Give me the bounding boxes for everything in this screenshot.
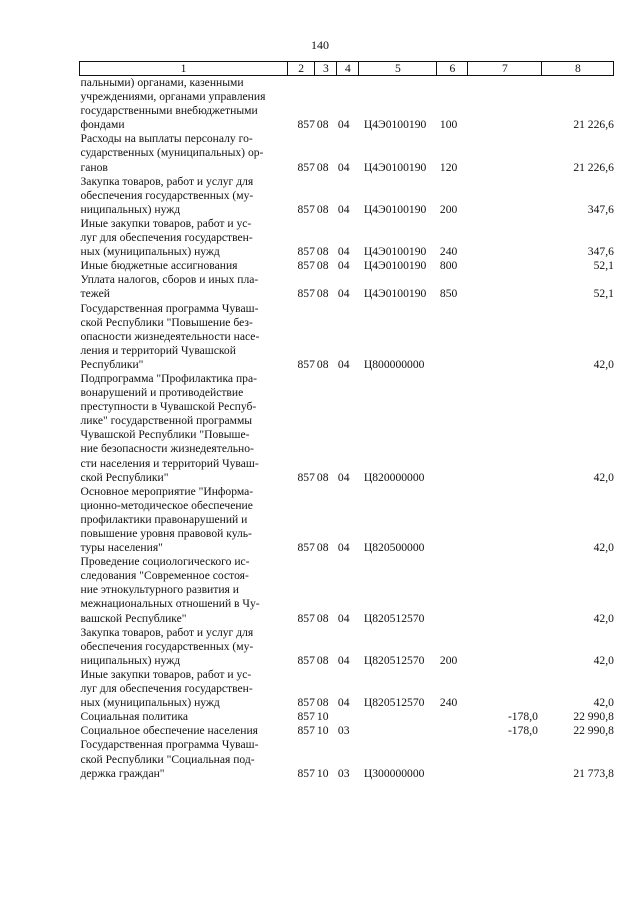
target-item-code-cell: Ц800000000 [363,357,425,371]
row-description [80,273,288,301]
row-description [80,555,288,625]
description-line: Чувашской Республики "Повыше- [80,428,250,442]
target-item-code-cell: Ц300000000 [363,766,425,780]
description-line: опасности жизнедеятельности насе- [80,329,260,343]
target-item-code-cell: Ц820000000 [363,470,425,484]
description-line: сти населения и территорий Чуваш- [80,456,259,470]
row-description [80,710,288,724]
change-amount-cell [468,302,542,372]
total-amount-cell: 42,0 [593,611,614,625]
change-amount-cell [468,372,542,485]
change-amount-cell [468,273,542,301]
table-body [80,76,614,781]
change-amount-cell: -178,0 [507,724,538,738]
expense-type-code-cell: 200 [439,653,458,667]
section-code-cell: 08 [316,653,329,667]
description-line: ных (муниципальных) нужд [80,696,220,710]
row-description [80,76,288,133]
target-item-code-cell: Ц820512570 [363,653,425,667]
col-header-1: 1 [80,62,288,76]
change-amount-cell [468,132,542,174]
change-amount-cell [468,76,542,133]
subsection-code-cell: 04 [337,653,350,667]
description-line: Закупка товаров, работ и услуг для [80,174,254,188]
description-line: туры населения" [80,541,163,555]
section-code-cell: 08 [316,160,329,174]
col-header-6: 6 [437,62,468,76]
total-amount-cell: 42,0 [593,470,614,484]
total-amount-cell: 21 226,6 [573,160,614,174]
target-item-code-cell: Ц820500000 [363,541,425,555]
description-line: межнациональных отношений в Чу- [80,597,260,611]
section-code-cell: 10 [316,766,329,780]
description-line: тежей [80,287,110,301]
total-amount-cell: 22 990,8 [573,710,614,724]
expense-type-code-cell: 120 [439,160,458,174]
row-description [80,626,288,668]
description-line: ниципальных) нужд [80,653,181,667]
table-row [80,273,614,301]
col-header-8: 8 [542,62,614,76]
description-line: ниципальных) нужд [80,202,181,216]
change-amount-cell [468,668,542,710]
description-line: ской Республики" [80,470,169,484]
total-amount-cell: 42,0 [593,653,614,667]
description-line: Подпрограмма "Профилактика пра- [80,371,257,385]
table-row [80,485,614,555]
description-line: фондами [80,118,125,132]
total-amount-cell: 21 773,8 [573,766,614,780]
gov-code-cell: 857 [297,724,315,738]
gov-code-cell: 857 [297,245,315,259]
gov-code-cell: 857 [297,766,315,780]
target-item-code-cell: Ц820512570 [363,696,425,710]
row-description [80,724,288,738]
change-amount-cell [468,217,542,259]
gov-code-cell: 857 [297,696,315,710]
subsection-code-cell [337,710,359,724]
table-row [80,738,614,780]
description-line: следования "Современное состоя- [80,569,249,583]
subsection-code-cell: 03 [337,766,350,780]
section-code-cell: 08 [316,611,329,625]
total-amount-cell: 21 226,6 [573,118,614,132]
subsection-code-cell: 04 [337,202,350,216]
table-row [80,259,614,273]
page-number: 140 [311,38,329,52]
total-amount-cell: 42,0 [593,541,614,555]
description-line: Социальная политика [80,710,189,724]
target-item-code-cell: Ц4Э0100190 [363,287,427,301]
target-item-code-cell: Ц4Э0100190 [363,245,427,259]
gov-code-cell: 857 [297,357,315,371]
target-item-code-cell: Ц4Э0100190 [363,160,427,174]
description-line: пальными) органами, казенными [80,76,244,89]
section-code-cell: 08 [316,245,329,259]
description-line: ской Республики "Повышение без- [80,315,253,329]
expense-type-code-cell [437,710,468,724]
table-row [80,555,614,625]
description-line: Государственная программа Чуваш- [80,301,259,315]
row-description [80,302,288,372]
row-description [80,259,288,273]
section-code-cell: 08 [316,202,329,216]
subsection-code-cell: 04 [337,245,350,259]
subsection-code-cell: 04 [337,696,350,710]
gov-code-cell: 857 [297,118,315,132]
description-line: преступности в Чувашской Респуб- [80,400,257,414]
expense-type-code-cell [437,302,468,372]
target-item-code-cell: Ц4Э0100190 [363,202,427,216]
table-row [80,76,614,133]
total-amount-cell: 347,6 [587,202,614,216]
col-header-4: 4 [337,62,359,76]
expense-type-code-cell [437,372,468,485]
expense-type-code-cell [437,738,468,780]
description-line: обеспечения государственных (му- [80,639,254,653]
subsection-code-cell: 03 [337,724,350,738]
description-line: сударственных (муниципальных) ор- [80,146,264,160]
total-amount-cell: 347,6 [587,245,614,259]
expense-type-code-cell [437,485,468,555]
description-line: ние этнокультурного развития и [80,583,239,597]
description-line: Иные бюджетные ассигнования [80,259,238,273]
table-header-row [80,62,614,76]
description-line: вонарушений и противодействие [80,386,244,400]
row-description [80,372,288,485]
description-line: ганов [80,160,108,174]
subsection-code-cell: 04 [337,259,350,273]
section-code-cell: 08 [316,541,329,555]
target-item-code-cell [359,724,437,738]
gov-code-cell: 857 [297,611,315,625]
description-line: Государственная программа Чуваш- [80,738,259,752]
subsection-code-cell: 04 [337,160,350,174]
table-row [80,626,614,668]
section-code-cell: 08 [316,357,329,371]
subsection-code-cell: 04 [337,611,350,625]
description-line: луг для обеспечения государствен- [80,682,253,696]
subsection-code-cell: 04 [337,470,350,484]
change-amount-cell [468,485,542,555]
change-amount-cell [468,259,542,273]
row-description [80,485,288,555]
description-line: Уплата налогов, сборов и иных пла- [80,273,259,287]
table-row [80,724,614,738]
gov-code-cell: 857 [297,541,315,555]
description-line: Иные закупки товаров, работ и ус- [80,667,252,681]
expense-type-code-cell [437,724,468,738]
expense-type-code-cell: 800 [439,259,458,273]
description-line: Республики" [80,357,144,371]
table-row [80,302,614,372]
description-line: луг для обеспечения государствен- [80,231,253,245]
change-amount-cell: -178,0 [507,710,538,724]
table-row [80,217,614,259]
total-amount-cell: 42,0 [593,696,614,710]
change-amount-cell [468,175,542,217]
expense-type-code-cell: 240 [439,696,458,710]
table-row [80,132,614,174]
col-header-2: 2 [288,62,315,76]
total-amount-cell: 52,1 [593,259,614,273]
table-row [80,372,614,485]
description-line: Иные закупки товаров, работ и ус- [80,216,252,230]
description-line: Закупка товаров, работ и услуг для [80,625,254,639]
expense-type-code-cell [437,555,468,625]
description-line: государственными внебюджетными [80,104,258,118]
row-description [80,668,288,710]
subsection-code-cell: 04 [337,118,350,132]
col-header-5: 5 [359,62,437,76]
subsection-code-cell: 04 [337,541,350,555]
subsection-code-cell: 04 [337,287,350,301]
description-line: ных (муниципальных) нужд [80,245,220,259]
section-code-cell: 08 [316,259,329,273]
description-line: ние безопасности жизнедеятельно- [80,442,254,456]
description-line: обеспечения государственных (му- [80,188,254,202]
change-amount-cell [468,738,542,780]
gov-code-cell: 857 [297,710,315,724]
description-line: ления и территорий Чувашской [80,343,236,357]
section-code-cell: 08 [316,118,329,132]
section-code-cell: 10 [316,710,329,724]
description-line: вашской Республике" [80,611,187,625]
target-item-code-cell [359,710,437,724]
budget-table [79,61,614,781]
col-header-3: 3 [315,62,337,76]
expense-type-code-cell: 240 [439,245,458,259]
gov-code-cell: 857 [297,470,315,484]
table-row [80,668,614,710]
section-code-cell: 10 [316,724,329,738]
target-item-code-cell: Ц4Э0100190 [363,259,427,273]
subsection-code-cell: 04 [337,357,350,371]
target-item-code-cell: Ц4Э0100190 [363,118,427,132]
gov-code-cell: 857 [297,202,315,216]
expense-type-code-cell: 850 [439,287,458,301]
total-amount-cell: 22 990,8 [573,724,614,738]
row-description [80,217,288,259]
description-line: лике" государственной программы [80,414,253,428]
section-code-cell: 08 [316,696,329,710]
change-amount-cell [468,555,542,625]
total-amount-cell: 52,1 [593,287,614,301]
change-amount-cell [468,626,542,668]
description-line: ской Республики "Социальная под- [80,752,255,766]
gov-code-cell: 857 [297,287,315,301]
section-code-cell: 08 [316,287,329,301]
target-item-code-cell: Ц820512570 [363,611,425,625]
description-line: Социальное обеспечение населения [80,724,259,738]
col-header-7: 7 [468,62,542,76]
description-line: ционно-методическое обеспечение [80,498,253,512]
row-description [80,132,288,174]
description-line: Расходы на выплаты персоналу го- [80,132,253,146]
gov-code-cell: 857 [297,160,315,174]
expense-type-code-cell: 100 [439,118,458,132]
table-row [80,710,614,724]
gov-code-cell: 857 [297,653,315,667]
row-description [80,738,288,780]
row-description [80,175,288,217]
gov-code-cell: 857 [297,259,315,273]
description-line: повышение уровня правовой куль- [80,527,252,540]
description-line: учреждениями, органами управления [80,90,266,104]
table-row [80,175,614,217]
description-line: держка граждан" [80,766,165,780]
section-code-cell: 08 [316,470,329,484]
description-line: Проведение социологического ис- [80,555,250,569]
expense-type-code-cell: 200 [439,202,458,216]
total-amount-cell: 42,0 [593,357,614,371]
description-line: Основное мероприятие "Информа- [80,484,254,498]
description-line: профилактики правонарушений и [80,512,248,526]
